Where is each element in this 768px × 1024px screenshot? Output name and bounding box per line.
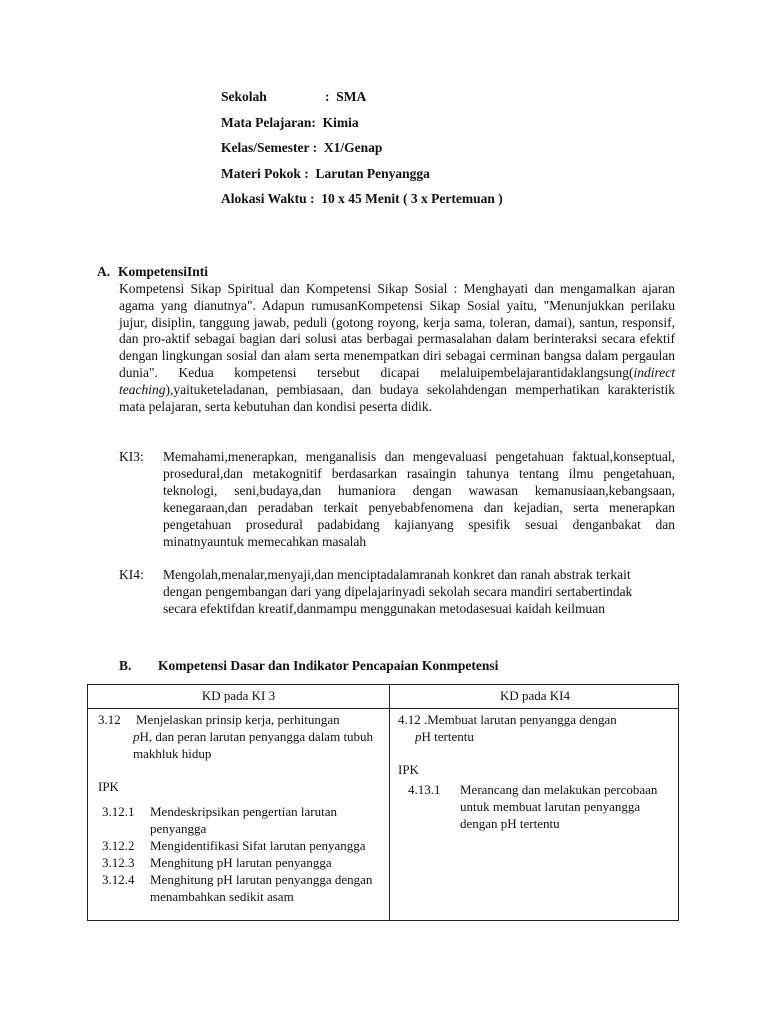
indicator-item	[102, 854, 386, 871]
ki4-text: Mengolah,menalar,menyaji,dan menciptadalamranah konkret dan ranah abstrak terkait dengan pengembangan dari yang dipelajarinyadi sekolah secara mandiri sertabertindak secara efektifdan kreatif,danmampu menggunakan metodasesuai kaidah keilmuan	[163, 567, 633, 616]
indicator-item	[102, 837, 386, 854]
section-b-marker: B.	[119, 658, 132, 673]
indicator-text: Mengidentifikasi Sifat larutan penyangga	[150, 838, 366, 853]
info-row-mapel	[221, 114, 503, 140]
info-label: Kelas/Semester :	[221, 140, 318, 155]
paragraph-italic: indirect teaching	[119, 364, 675, 397]
indicator-item	[102, 871, 386, 905]
info-row-materi	[221, 165, 503, 191]
info-row-alokasi	[221, 190, 503, 216]
info-label: Alokasi Waktu :	[221, 191, 315, 206]
indicator-number: 3.12.2	[102, 838, 135, 853]
kd-text-rest: H tertentu	[421, 729, 474, 744]
info-value: Kimia	[322, 114, 359, 130]
info-row-sekolah	[221, 88, 503, 114]
kd-text-rest: H, dan peran larutan penyangga dalam tubuh makhluk hidup	[133, 729, 374, 761]
kd-text-cont	[398, 728, 674, 745]
indicator-number: 3.12.3	[102, 855, 135, 870]
info-label: Sekolah	[221, 89, 267, 104]
indicator-number: 3.12.4	[102, 872, 135, 887]
section-a-heading	[97, 264, 208, 280]
indicator-item	[408, 781, 674, 832]
section-b-heading	[119, 658, 498, 674]
info-value: 10 x 45 Menit ( 3 x Pertemuan )	[321, 191, 503, 206]
table-cell-ki3	[98, 711, 386, 905]
table-header-divider	[88, 708, 678, 709]
info-separator: :	[325, 89, 330, 104]
kd-number: 3.12	[98, 712, 121, 727]
info-row-kelas	[221, 139, 503, 165]
table-cell-ki4	[398, 711, 674, 832]
kd-3-12	[98, 711, 386, 762]
info-label: Mata Pelajaran:	[221, 114, 316, 130]
table-column-divider	[389, 685, 390, 920]
info-value: SMA	[336, 89, 367, 104]
kd-ph-italic: p	[415, 729, 422, 744]
ipk-label: IPK	[398, 762, 419, 777]
kd-text: Menjelaskan prinsip kerja, perhitungan	[136, 712, 340, 727]
paragraph-text-2: ),yaituketeladanan, pembiasaan, dan budaya sekolahdengan memperhatikan karakteristik mata pelajaran, serta kebutuhan dan kondisi peserta didik.	[119, 381, 675, 414]
indicator-number: 4.13.1	[408, 782, 441, 797]
table-header-ki4: KD pada KI4	[499, 688, 571, 703]
kd-table	[87, 684, 679, 921]
info-label: Materi Pokok :	[221, 165, 309, 181]
paragraph-text-1: Kompetensi Sikap Spiritual dan Kompetensi Sikap Sosial : Menghayati dan mengamalkan ajaran agama yang dianutnya". Adapun rumusanKompetensi Sikap Sosial yaitu, "Menunjukkan perilaku jujur, disiplin, tanggung jawab, peduli (gotong royong, kerja sama, toleran, damai), santun, responsif, dan pro-aktif sebagai bagian dari solusi atas berbagai permasalahan dalam berinteraksi secara efektif dengan lingkungan sosial dan alam serta menempatkan diri sebagai cerminan bangsa dalam pergaulan dunia". Kedua kompetensi tersebut dicapai melaluipembelajarantidaklangsung(	[119, 281, 675, 380]
kd-text: .Membuat larutan penyangga dengan	[424, 712, 617, 727]
indicator-number: 3.12.1	[102, 804, 135, 819]
kd-number: 4.12	[398, 712, 421, 727]
ki4-code: KI4:	[119, 567, 144, 582]
section-b-title: Kompetensi Dasar dan Indikator Pencapaian Konmpetensi	[158, 658, 499, 673]
indicator-text: Menghitung pH larutan penyangga dengan menambahkan sedikit asam	[150, 872, 373, 904]
section-a-marker: A.	[97, 264, 111, 279]
info-value: Larutan Penyangga	[315, 165, 430, 181]
ki3-code: KI3:	[119, 449, 144, 464]
indicator-text: Mendeskripsikan pengertian larutan penyangga	[150, 804, 337, 836]
kd-ph-italic: p	[133, 729, 140, 744]
section-a-title: KompetensiInti	[118, 264, 209, 279]
indicator-text: Menghitung pH larutan penyangga	[150, 855, 332, 870]
table-header-ki3: KD pada KI 3	[201, 688, 276, 703]
section-a-paragraph	[119, 281, 675, 415]
kd-4-12	[398, 711, 674, 745]
lesson-info	[221, 88, 503, 216]
indicator-item	[102, 803, 386, 837]
ipk-label: IPK	[98, 779, 119, 794]
info-value: X1/Genap	[323, 140, 383, 155]
kd-text-cont	[98, 728, 386, 762]
ki3-text: Memahami,menerapkan, menganalisis dan mengevaluasi pengetahuan faktual,konseptual, prosedural,dan metakognitif berdasarkan rasaingin tahunya tentang ilmu pengetahuan, teknologi, seni,budaya,dan humaniora dengan wawasan kemanusiaan,kebangsaan, kenegaraan,dan peradaban terkait penyebabfenomena dan kejadian, serta menerapkan pengetahuan prosedural padabidang kajianyang spesifik sesuai denganbakat dan minatnyauntuk memecahkan masalah	[163, 449, 675, 549]
indicator-text: Merancang dan melakukan percobaan untuk membuat larutan penyangga dengan pH tertentu	[460, 782, 658, 831]
